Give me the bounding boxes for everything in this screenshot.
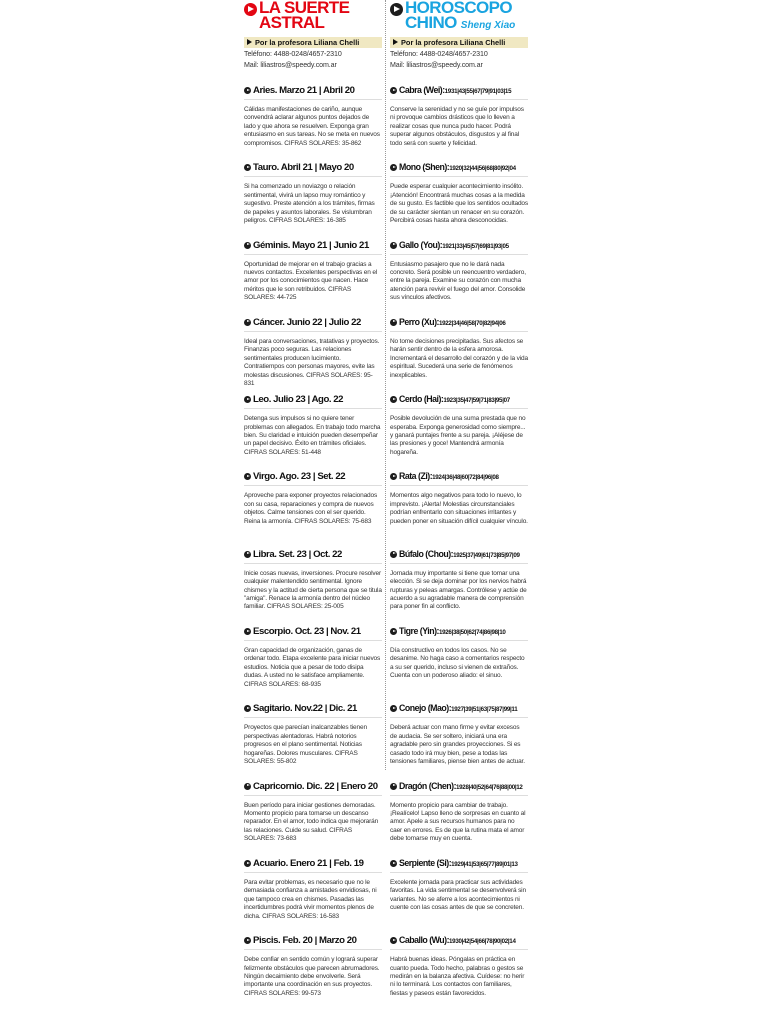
sign-name-text: Mono (Shen):: [399, 162, 450, 173]
sign-years: 1931|43|55|67|79|91|03|15: [444, 88, 512, 95]
sign-name-text: Dragón (Chen):: [399, 780, 457, 791]
arrow-right-icon: [247, 39, 252, 45]
sign-entry-cabra: [390, 84, 528, 161]
sign-name: [399, 393, 510, 407]
sign-name: Cáncer. Junio 22 | Julio 22: [253, 316, 361, 328]
sign-name: [399, 934, 516, 948]
sign-text: Aproveche para exponer proyectos relacionados con su casa, reparaciones y compra de nuevos objetos. Calme tensiones con el ser querido. Reina la armonía. CIFRAS SOLARES: 75-683: [244, 492, 378, 525]
play-bullet-icon: [390, 87, 397, 94]
sign-name: Tauro. Abril 21 | Mayo 20: [253, 162, 354, 174]
sign-text: Momentos algo negativos para todo lo nuevo, lo imprevisto. ¡Alerta! Molestias circunstanciales podrían enfrentarlo con situaciones irritantes y pueden poner en situación difícil cualquier vínculo.: [390, 492, 528, 525]
chino-phone: Teléfono: 4488-0248/4657-2310: [390, 50, 488, 58]
play-bullet-icon: [244, 783, 251, 790]
play-bullet-icon: [390, 473, 397, 480]
sign-entry-dragon: [390, 780, 528, 857]
sign-name-text: Serpiente (Si):: [399, 857, 452, 868]
sign-years: 1925|37|49|61|73|85|97|09: [453, 551, 520, 559]
chino-sign-list: [390, 84, 528, 1012]
play-bullet-icon: [390, 242, 397, 249]
sign-entry-tigre: [390, 625, 528, 702]
sign-entry-bufalo: [390, 548, 528, 625]
play-bullet-icon: [390, 3, 403, 16]
arrow-right-icon: [393, 39, 398, 45]
sign-entry-capricornio: [244, 780, 382, 857]
sign-name: [399, 84, 511, 98]
sign-text: Excelente jornada para practicar sus actividades favoritas. La vida sentimental se desenvolverá sin variantes. No se aferre a los acontecimientos ni cuente con las cosas antes de que se concreten.: [390, 878, 526, 912]
play-bullet-icon: [390, 783, 397, 790]
sign-name: [399, 470, 499, 484]
sign-entry-virgo: [244, 470, 382, 547]
sign-text: Si ha comenzado un noviazgo o relación sentimental, vivirá un lapso muy romántico y sugestivo. Preste atención a los trámites, firmas de papeles y asuntos laborales. Se vislumbran peligros. CIFRAS SOLARES: 16-385: [244, 183, 375, 224]
sign-entry-acuario: [244, 857, 382, 934]
sign-years: 1927|39|51|63|75|87|99|11: [451, 706, 518, 714]
sign-entry-geminis: [244, 239, 382, 316]
sign-entry-cancer: [244, 316, 382, 393]
sign-text: Para evitar problemas, es necesario que no le demasiada confianza a amistades envidiosas, ni que tampoco crea en chismes. Pasadas las incertidumbres podrá vivir momentos plenos de dicha. CIFRAS SOLARES: 16-583: [244, 878, 377, 920]
sign-text: Detenga sus impulsos si no quiere tener problemas con allegados. En trabajo todo marcha bien. Su claridad e intuición pueden desempeñar un papel decisivo. Éxito en trámites oficiales. CIFRAS SOLARES: 51-448: [244, 415, 381, 456]
sign-entry-perro: [390, 316, 528, 393]
play-bullet-icon: [244, 473, 251, 480]
sign-name: Virgo. Ago. 23 | Set. 22: [253, 471, 346, 483]
play-bullet-icon: [244, 396, 251, 403]
play-bullet-icon: [244, 628, 251, 635]
play-bullet-icon: [244, 319, 251, 326]
sign-entry-libra: [244, 548, 382, 625]
sign-text: Posible devolución de una suma prestada que no esperaba. Exponga generosidad como siempre... y ganará puntajes frente a su pareja. ¡Aléjese de las presiones y goce! Mantendrá armonía hogareña.: [390, 415, 526, 456]
sign-text: Jornada muy importante si tiene que tomar una elección. Si se deja dominar por los nervios habrá rupturas y peleas amargas. Contrólese y actúe de acuerdo a su agradable manera de comprensión para poner fin al conflicto.: [390, 569, 527, 611]
sign-name-text: Rata (Zi):: [399, 471, 433, 482]
play-bullet-icon: [244, 164, 251, 171]
sign-years: 1921|33|45|57|69|81|93|05: [442, 242, 509, 250]
sign-text: Cálidas manifestaciones de cariño, aunque convendrá aclarar algunos puntos dejados de lado y que ahora se resuelven. Exponga gran entusiasmo en sus tareas. No se meta en nuevos compromisos. CIFRAS SOLARES: 35-862: [244, 106, 380, 147]
play-bullet-icon: [390, 937, 397, 944]
chino-title-line1: HOROSCOPO: [405, 0, 513, 17]
play-bullet-icon: [244, 937, 251, 944]
play-bullet-icon: [244, 242, 251, 249]
sign-name: [399, 625, 506, 639]
astral-byline: [244, 37, 382, 48]
sign-text: Inicie cosas nuevas, inversiones. Procure resolver cualquier malentendido sentimental. Ignore chismes y la actitud de cierta persona que se titula "amiga". Renace la armonía dentro del núcleo familiar. CIFRAS SOLARES: 25-005: [244, 569, 382, 611]
sign-years: 1924|36|48|60|72|84|96|08: [432, 474, 499, 482]
sign-entry-tauro: [244, 161, 382, 238]
sign-text: No tome decisiones precipitadas. Sus afectos se harán sentir dentro de la esfera amorosa. Incrementará el desarrollo del corazón y de la vida espiritual. Sucederá una serie de fenómenos inexplicables.: [390, 337, 528, 379]
sign-name: Acuario. Enero 21 | Feb. 19: [253, 857, 364, 869]
chino-title-text: CHINO: [405, 13, 457, 32]
sign-name: [399, 857, 518, 871]
sign-years: 1920|32|44|56|68|80|92|04: [449, 165, 516, 173]
play-bullet-icon: [244, 87, 251, 94]
sign-text: Puede esperar cualquier acontecimiento insólito. ¡Atención! Encontrará muchas cosas a la medida de su gusto. Es factible que los sentidos ocultados de su carácter sientan un renacer en su corazón. Percibirá cosas hasta ahora desconocidas.: [390, 183, 528, 224]
sign-entry-caballo: [390, 934, 528, 1011]
play-bullet-icon: [390, 705, 397, 712]
sign-years: 1928|40|52|64|76|88|00|12: [456, 783, 523, 791]
play-bullet-icon: [390, 319, 397, 326]
play-bullet-icon: [390, 551, 397, 558]
sign-name: Sagitario. Nov.22 | Dic. 21: [253, 703, 357, 715]
chino-header: [390, 0, 528, 36]
play-bullet-icon: [390, 628, 397, 635]
astral-mail[interactable]: Mail: liliastros@speedy.com.ar: [244, 61, 337, 70]
sign-entry-cerdo: [390, 393, 528, 470]
astral-header: [244, 0, 382, 36]
sign-entry-serpiente: [390, 857, 528, 934]
astral-byline-text: Por la profesora Liliana Chelli: [255, 38, 360, 47]
play-bullet-icon: [244, 551, 251, 558]
sign-name: Libra. Set. 23 | Oct. 22: [253, 548, 342, 560]
play-bullet-icon: [244, 860, 251, 867]
astral-column: [244, 0, 382, 997]
play-bullet-icon: [244, 3, 257, 16]
astral-title-line2: ASTRAL: [259, 13, 325, 32]
astral-sign-list: [244, 84, 382, 1012]
chino-subtitle: Sheng Xiao: [460, 20, 516, 31]
sign-text: Conserve la serenidad y no se guíe por impulsos ni provoque cambios drásticos que lo lleven a realizar cosas que nunca pudo hacer. Podrá superar algunos obstáculos, disgustos y al final todo será con suerte y felicidad.: [390, 106, 524, 147]
sign-years: 1923|35|47|59|71|83|95|07: [443, 397, 510, 405]
sign-years: 1926|38|50|62|74|86|98|10: [438, 629, 506, 637]
column-divider: [385, 0, 386, 770]
sign-text: Deberá actuar con mano firme y evitar excesos de audacia. Se ser soltero, iniciará una era agradable pero sin grandes proyecciones. Si es casado todo irá muy bien, pese a todas las tensiones familiares, piense bien antes de actuar.: [390, 724, 525, 765]
horoscope-page: [244, 0, 528, 997]
sign-name-text: Gallo (You):: [399, 239, 443, 250]
sign-text: Momento propicio para cambiar de trabajo. ¡Realícelo! Lapso lleno de sorpresas en cuanto al amor. Apele a sus recursos humanos para no caer en errores. Es de que la rutina mata el amor debe tomarse muy en cuenta.: [390, 801, 526, 843]
play-bullet-icon: [390, 860, 397, 867]
astral-phone: Teléfono: 4488-0248/4657-2310: [244, 50, 342, 58]
sign-text: Habrá buenas ideas. Póngalas en práctica en cuanto pueda. Todo hecho, palabras o gestos se medirán en la balanza afectiva. Cuídese: no herir ni lo terminará. Los contactos con familiares, fiestas y paseos están favorecidos.: [390, 956, 525, 997]
sign-entry-leo: [244, 393, 382, 470]
sign-entry-sagitario: [244, 702, 382, 779]
sign-name-text: Cerdo (Hai):: [399, 394, 444, 405]
sign-name: Aries. Marzo 21 | Abril 20: [253, 85, 355, 96]
sign-name: [399, 548, 520, 562]
sign-entry-rata: [390, 470, 528, 547]
sign-text: Entusiasmo pasajero que no le dará nada concreto. Será posible un reencuentro verdadero, entre la pareja. Examine su corazón con mucha atención para revivir el fuego del amor. Consolide sus vínculos afectivos.: [390, 260, 526, 302]
sign-years: 1922|34|46|58|70|82|94|06: [438, 319, 506, 327]
sign-years: 1930|42|54|66|78|90|02|14: [449, 938, 516, 946]
sign-text: Buen período para iniciar gestiones demoradas. Momento propicio para tomarse un descanso reparador. En el amor, todo indica que mejorarán las relaciones. Cuide su salud. CIFRAS SOLARES: 73-683: [244, 801, 379, 843]
chino-title-line2: [405, 15, 515, 33]
sign-name: [399, 161, 516, 175]
astral-title-line1: LA SUERTE: [259, 0, 350, 17]
sign-name-text: Perro (Xu):: [399, 316, 439, 327]
sign-name-text: Caballo (Wu):: [399, 935, 450, 946]
sign-name: Piscis. Feb. 20 | Marzo 20: [253, 935, 357, 947]
sign-name-text: Cabra (Wei):: [399, 85, 445, 95]
sign-name-text: Búfalo (Chou):: [399, 548, 454, 559]
sign-name-text: Conejo (Mao):: [399, 703, 452, 714]
chino-column: [390, 0, 528, 997]
sign-entry-aries: [244, 84, 382, 161]
chino-mail[interactable]: Mail: liliastros@speedy.com.ar: [390, 61, 483, 70]
sign-name: Leo. Julio 23 | Ago. 22: [253, 394, 344, 406]
sign-years: 1929|41|53|65|77|89|01|13: [451, 860, 518, 868]
sign-name: [399, 780, 523, 794]
sign-entry-mono: [390, 161, 528, 238]
sign-text: Día constructivo en todos los casos. No se desanime. No haga caso a comentarios respecto a su ser querido, incluso si vienen de extraños. Cuenta con un poderoso aliado: el sinuo.: [390, 647, 525, 680]
play-bullet-icon: [390, 164, 397, 171]
chino-byline: [390, 37, 528, 48]
sign-name: Géminis. Mayo 21 | Junio 21: [253, 239, 369, 251]
sign-name: [399, 316, 506, 330]
sign-entry-conejo: [390, 702, 528, 779]
sign-entry-gallo: [390, 239, 528, 316]
sign-text: Debe confiar en sentido común y logrará superar felizmente obstáculos que parecen abrumadores. Ningún decaimiento debe envolverle. Será importante una coordinación en sus proyectos. CIFRAS SOLARES: 99-573: [244, 956, 380, 997]
chino-byline-text: Por la profesora Liliana Chelli: [401, 38, 506, 47]
sign-name: [399, 702, 517, 716]
sign-text: Ideal para conversaciones, tratativas y proyectos. Finanzas poco seguras. Las relaciones sentimentales producen lucimiento. Contratiempos con personas mayores, evite las molestas discusiones. CIFRAS SOLARES: 95-831: [244, 337, 380, 387]
sign-text: Gran capacidad de organización, ganas de ordenar todo. Etapa excelente para iniciar nuevos estudios. Noticia que a pesar de todo disipa dudas. A usted no le satisface ampliamente. CIFRAS SOLARES: 68-935: [244, 647, 381, 688]
play-bullet-icon: [244, 705, 251, 712]
sign-name: Capricornio. Dic. 22 | Enero 20: [253, 780, 378, 792]
play-bullet-icon: [390, 396, 397, 403]
sign-name: Escorpio. Oct. 23 | Nov. 21: [253, 626, 361, 638]
sign-entry-escorpio: [244, 625, 382, 702]
sign-text: Proyectos que parecían inalcanzables tienen perspectivas alentadoras. Habrá notorios progresos en el plano sentimental. Noticias hogareñas. Dolores musculares. CIFRAS SOLARES: 55-802: [244, 724, 367, 765]
sign-text: Oportunidad de mejorar en el trabajo gracias a nuevos contactos. Excelentes perspectivas en el amor por los conocimientos que nacen. Hace méritos que le son retribuidos. CIFRAS SOLARES: 44-725: [244, 260, 378, 302]
sign-name-text: Tigre (Yin):: [399, 626, 439, 637]
sign-entry-piscis: [244, 934, 382, 1011]
sign-name: [399, 239, 509, 253]
